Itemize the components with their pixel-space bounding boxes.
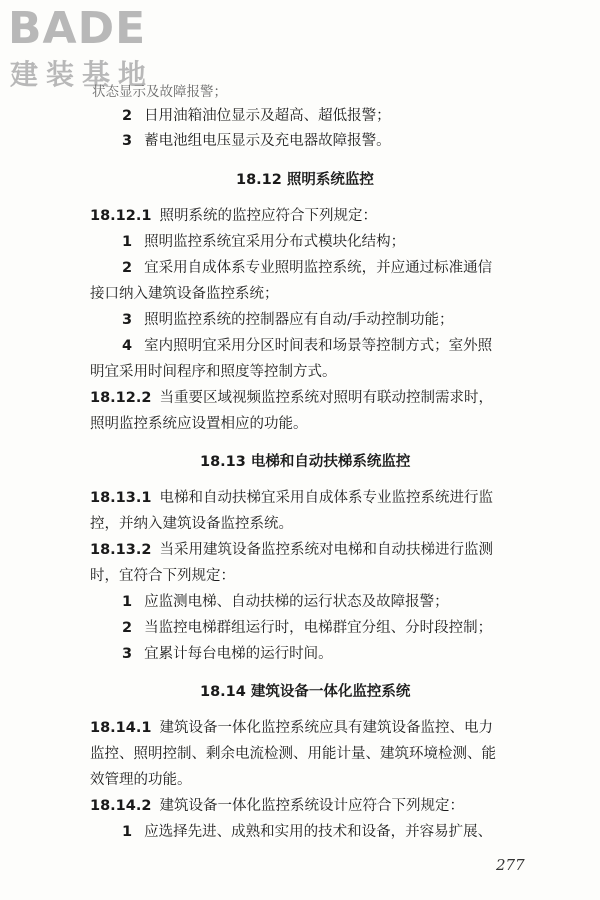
continuation-line: 状态显示及故障报警； [92, 84, 227, 100]
list-item: 1 应选择先进、成熟和实用的技术和设备，并容易扩展、 [122, 824, 493, 840]
list-item: 3 宜累计每台电梯的运行时间。 [122, 646, 333, 662]
list-item: 3 照明监控系统的控制器应有自动/手动控制功能； [122, 312, 454, 328]
list-item-continuation: 接口纳入建筑设备监控系统； [90, 286, 279, 302]
section-heading-18-12: 18.12 照明系统监控 [236, 172, 374, 188]
watermark-logo-subtitle: 建装基地 [10, 58, 155, 91]
list-item: 1 照明监控系统宜采用分布式模块化结构； [122, 234, 406, 250]
list-item: 2 宜采用自成体系专业照明监控系统，并应通过标准通信 [122, 260, 493, 276]
clause-18-14-2: 18.14.2 建筑设备一体化监控系统设计应符合下列规定： [90, 798, 464, 814]
clause-18-13-2: 18.13.2 当采用建筑设备监控系统对电梯和自动扶梯进行监测 [90, 542, 493, 558]
section-heading-18-13: 18.13 电梯和自动扶梯系统监控 [200, 454, 411, 470]
clause-18-14-1: 18.14.1 建筑设备一体化监控系统应具有建筑设备监控、电力 [90, 720, 493, 736]
clause-18-12-2: 18.12.2 当重要区域视频监控系统对照明有联动控制需求时， [90, 390, 493, 406]
clause-continuation: 控，并纳入建筑设备监控系统。 [90, 516, 293, 532]
list-item-continuation: 明宜采用时间程序和照度等控制方式。 [90, 364, 337, 380]
list-item: 4 室内照明宜采用分区时间表和场景等控制方式；室外照 [122, 338, 493, 354]
clause-continuation: 时，宜符合下列规定： [90, 568, 235, 584]
list-item: 2 日用油箱油位显示及超高、超低报警； [122, 108, 391, 124]
page-number: 277 [496, 856, 525, 874]
clause-18-12-1: 18.12.1 照明系统的监控应符合下列规定： [90, 208, 377, 224]
watermark-logo-wordmark: BADE [8, 3, 147, 54]
list-item: 2 当监控电梯群组运行时，电梯群宜分组、分时段控制； [122, 620, 493, 636]
section-heading-18-14: 18.14 建筑设备一体化监控系统 [200, 684, 411, 700]
clause-continuation: 效管理的功能。 [90, 772, 192, 788]
clause-continuation: 监控、照明控制、剩余电流检测、用能计量、建筑环境检测、能 [90, 746, 496, 762]
list-item: 3 蓄电池组电压显示及充电器故障报警。 [122, 133, 391, 149]
clause-18-13-1: 18.13.1 电梯和自动扶梯宜采用自成体系专业监控系统进行监 [90, 490, 493, 506]
list-item: 1 应监测电梯、自动扶梯的运行状态及故障报警； [122, 594, 449, 610]
clause-continuation: 照明监控系统应设置相应的功能。 [90, 416, 308, 432]
